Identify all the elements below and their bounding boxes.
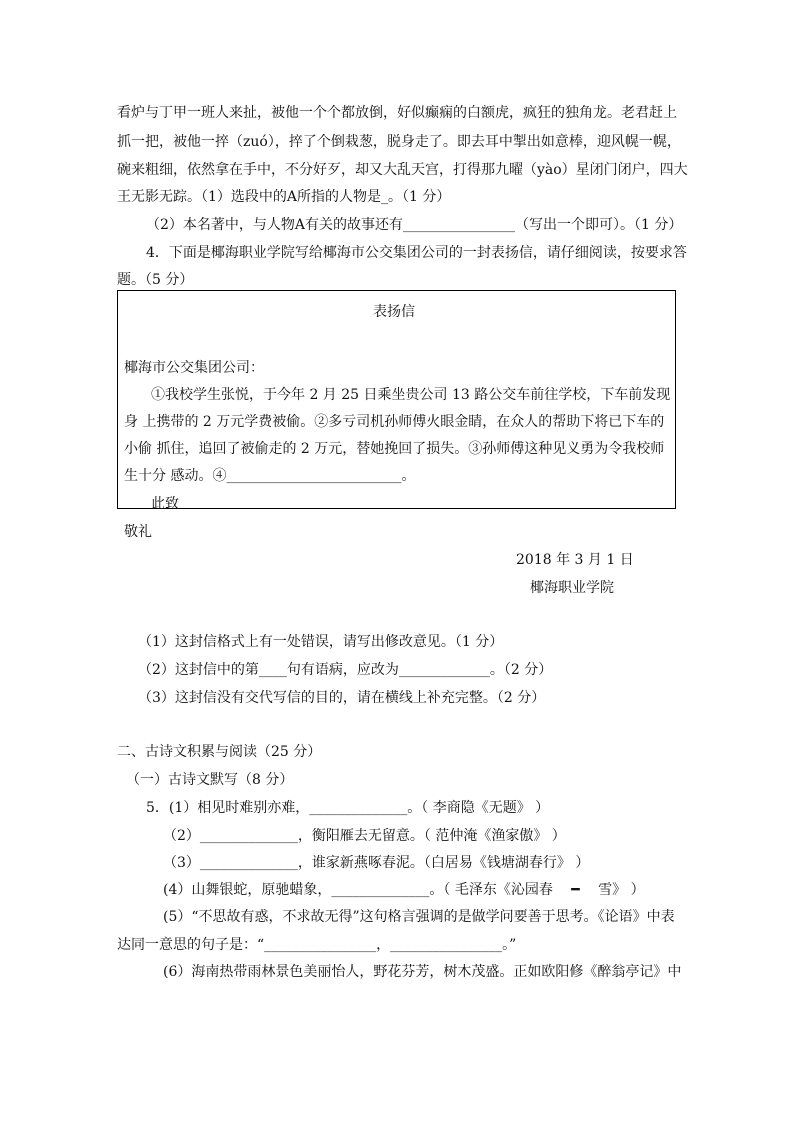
letter-body-line-4: 生十分 感动。④_________________________。 — [124, 468, 416, 484]
recitation-item-1: 5．(1）相见时难别亦难，______________。（ 李商隐《无题》 ） — [146, 800, 550, 816]
passage-line-3: 碗来粗细，依然拿在手中，不分好歹，却又大乱天宫，打得那九曜（yào）星闭门闭户，四大 — [117, 162, 688, 178]
letter-body-line-1: ①我校学生张悦，于今年 2 月 25 日乘坐贵公司 13 路公交车前往学校，下车前发现 — [151, 387, 671, 403]
recitation-item-2: （2）______________，衡阳雁去无留意。（ 范仲淹《渔家傲》 ） — [163, 828, 566, 844]
question-4-intro-2: 题。（5 分） — [117, 272, 194, 288]
passage-line-4: 王无影无踪。（1）选段中的A所指的人物是_。（1 分） — [117, 189, 451, 205]
question-3-2: （2）本名著中，与人物A有关的故事还有________________（写出一个即可）。（1 分） — [146, 217, 683, 233]
question-4-sub-1: （1）这封信格式上有一处错误，请写出修改意见。（1 分） — [138, 634, 504, 650]
section-2-heading: 二、古诗文积累与阅读（25 分） — [117, 744, 322, 760]
letter-closing-1: 此致 — [151, 496, 179, 512]
recitation-item-5: (5）“不思故有惑，不求故无得”这句格言强调的是做学问要善于思考。《论语》中表 — [163, 909, 675, 925]
question-4-sub-3: （3）这封信没有交代写信的目的，请在横线上补充完整。（2 分） — [138, 690, 546, 706]
letter-date: 2018 年 3 月 1 日 — [516, 552, 634, 568]
letter-title: 表扬信 — [373, 304, 415, 320]
passage-line-1: 看炉与丁甲一班人来扯，被他一个个都放倒，好似癫痫的白额虎，疯狂的独角龙。老君赶上 — [117, 105, 677, 121]
recitation-item-6: (6）海南热带雨林景色美丽怡人，野花芬芳，树木茂盛。正如欧阳修《醉翁亭记》中 — [163, 964, 682, 980]
letter-closing-2: 敬礼 — [124, 524, 152, 540]
question-4-intro-1: 4．下面是椰海职业学院写给椰海市公交集团公司的一封表扬信，请仔细阅读，按要求答 — [146, 245, 687, 261]
recitation-item-5-cont: 达同一意思的句子是：“________________，________________。” — [117, 937, 517, 953]
letter-signature: 椰海职业学院 — [530, 580, 614, 596]
letter-salutation: 椰海市公交集团公司： — [124, 360, 264, 376]
section-2-sub-heading: （一）古诗文默写（8 分） — [126, 772, 294, 788]
letter-body-line-3: 小偷 抓住，追回了被偷走的 2 万元，替她挽回了损失。③孙师傅这种见义勇为令我校师 — [124, 441, 665, 457]
letter-body-line-2: 身 上携带的 2 万元学费被偷。②多亏司机孙师傅火眼金睛，在众人的帮助下将已下车的 — [124, 414, 665, 430]
recitation-item-4: (4）山舞银蛇，原驰蜡象，______________。（ 毛泽东《沁园春 ━ 雪》 ） — [163, 882, 645, 898]
recitation-item-3: （3）______________，谁家新燕啄春泥。（白居易《钱塘湖春行》 ） — [163, 855, 590, 871]
passage-line-2: 抓一把，被他一捽（zuó），捽了个倒栽葱，脱身走了。即去耳中掣出如意棒，迎风幌一幌， — [117, 134, 681, 150]
question-4-sub-2: （2）这封信中的第____句有语病，应改为_____________。（2 分） — [138, 662, 553, 678]
